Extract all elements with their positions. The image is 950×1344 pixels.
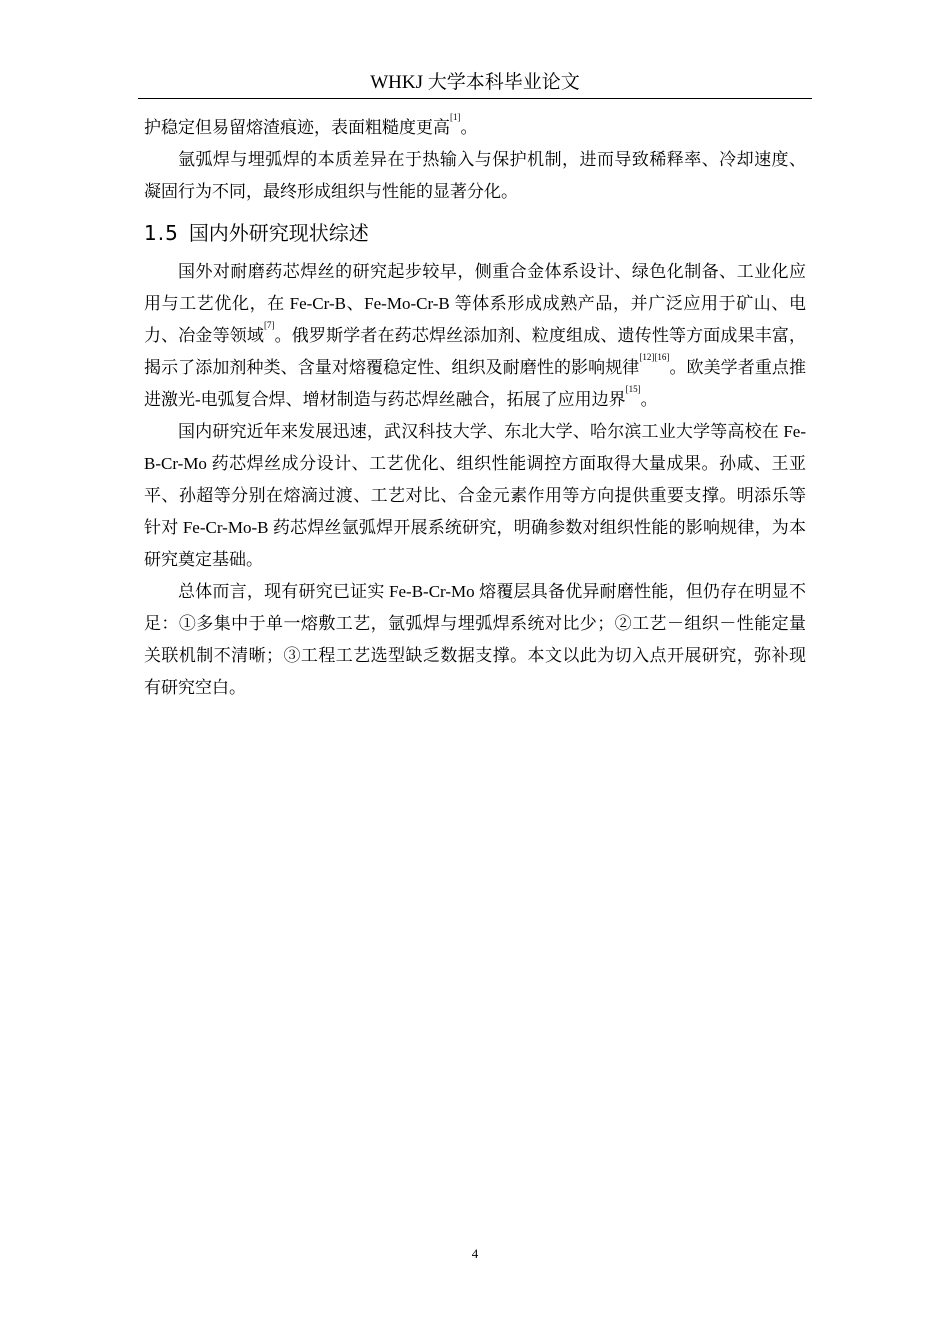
paragraph-continuation: [144, 112, 806, 144]
citation-ref: [12][16]: [639, 352, 670, 362]
paragraph-text: 国外对耐磨药芯焊丝的研究起步较早，侧重合金体系设计、绿色化制备、工业化应用与工艺优化，在 Fe-Cr-B、Fe-Mo-Cr-B 等体系形成成熟产品，并广泛应用于矿山、电力、冶金等领域: [144, 262, 806, 345]
document-body: [144, 112, 806, 704]
section-title: 国内外研究现状综述: [188, 221, 369, 245]
section-number: 1.5: [144, 221, 179, 245]
paragraph: 氩弧焊与埋弧焊的本质差异在于热输入与保护机制，进而导致稀释率、冷却速度、凝固行为不同，最终形成组织与性能的显著分化。: [144, 150, 806, 201]
paragraph-text: 护稳定但易留熔渣痕迹，表面粗糙度更高: [144, 118, 450, 137]
section-heading: [144, 218, 806, 248]
paragraph-text-tail: 。: [460, 118, 478, 137]
citation-ref: [15]: [625, 384, 641, 394]
page-number: 4: [471, 1246, 479, 1261]
paragraph-summary: 总体而言，现有研究已证实 Fe-B-Cr-Mo 熔覆层具备优异耐磨性能，但仍存在明显不足：①多集中于单一熔敷工艺，氩弧焊与埋弧焊系统对比少；②工艺－组织－性能定量关联机制不清晰；③工程工艺选型缺乏数据支撑。本文以此为切入点开展研究，弥补现有研究空白。: [144, 582, 806, 697]
header-title: WHKJ 大学本科毕业论文: [370, 72, 580, 93]
paragraph-foreign-research: [144, 256, 806, 416]
paragraph-text: 。俄罗斯学者在药芯焊丝添加剂、粒度组成、遗传性等方面成果丰富，揭示了添加剂种类、含量对熔覆稳定性、组织及耐磨性的影响规律: [144, 326, 807, 377]
paragraph-domestic-research: 国内研究近年来发展迅速，武汉科技大学、东北大学、哈尔滨工业大学等高校在 Fe-B-Cr-Mo 药芯焊丝成分设计、工艺优化、组织性能调控方面取得大量成果。孙咸、王亚平、孙超等分别在熔滴过渡、工艺对比、合金元素作用等方向提供重要支撑。明添乐等针对 Fe-Cr-Mo-B 药芯焊丝氩弧焊开展系统研究，明确参数对组织性能的影响规律，为本研究奠定基础。: [144, 422, 806, 569]
paragraph-text: 。: [640, 390, 658, 409]
citation-ref: [1]: [450, 112, 461, 122]
page-header: [138, 70, 812, 99]
paragraph-text: 。欧美学者重点推进激光-电弧复合焊、增材制造与药芯焊丝融合，拓展了应用边界: [144, 358, 807, 409]
citation-ref: [7]: [264, 320, 275, 330]
